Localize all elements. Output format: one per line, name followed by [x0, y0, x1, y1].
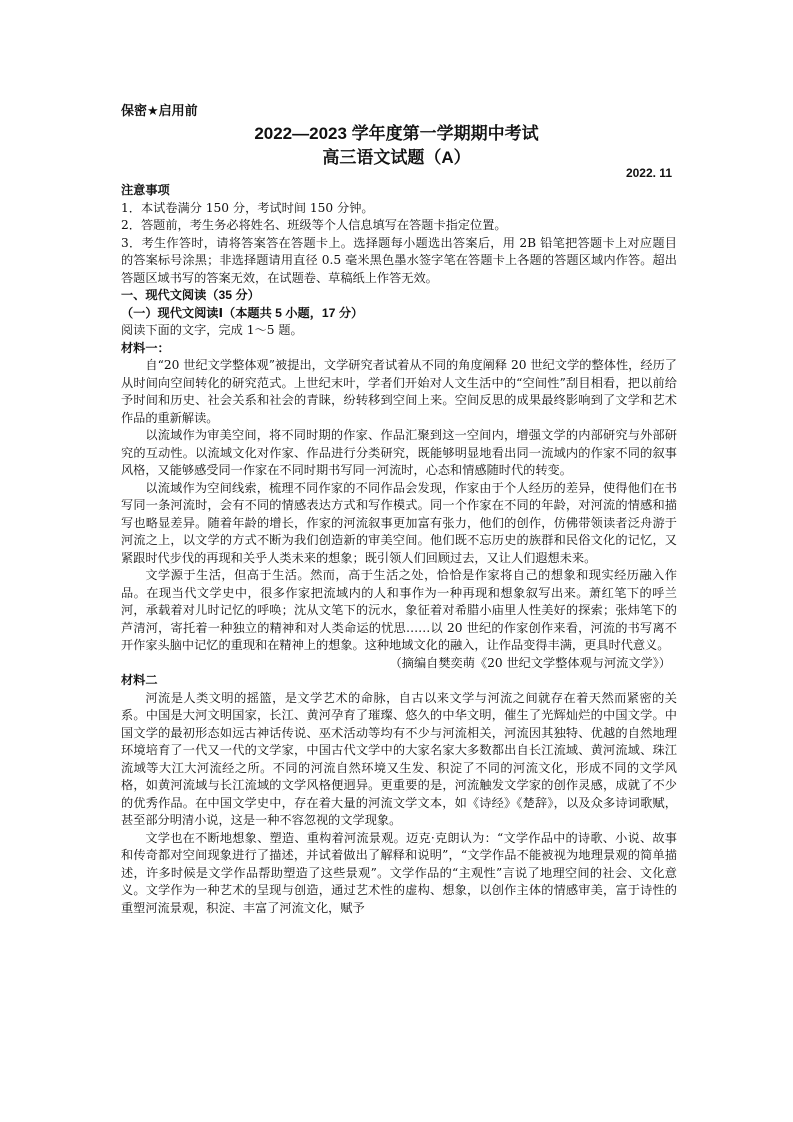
- section-heading: 一、现代文阅读（35 分）: [121, 288, 260, 302]
- material1-paragraph: 以流域作为审美空间，将不同时期的作家、作品汇聚到这一空间内，增强文学的内部研究与外部研究的互动性。以流域文化对作家、作品进行分类研究，既能够明显地看出同一流域内的作家不同的叙事风格，又能够感受同一作家在不同时期书写同一河流时，心态和情感随时代的转变。: [121, 428, 677, 477]
- material2-label: 材料二: [121, 673, 158, 687]
- material1-paragraph: 自“20 世纪文学整体观”被提出，文学研究者试着从不同的角度阐释 20 世纪文学的整体性，经历了从时间向空间转化的研究范式。上世纪末叶，学者们开始对人文生活中的“空间性”刮目相看，把以前给予时间和历史、社会关系和社会的青睐，纷转移到空间上来。空间反思的成果最终影响到了文学和艺术作品的重新解读。: [121, 358, 677, 425]
- material1-label: 材料一：: [121, 340, 170, 355]
- exam-date: 2022. 11: [625, 166, 672, 180]
- material2-paragraph: 文学也在不断地想象、塑造、重构着河流景观。迈克·克朗认为：“文学作品中的诗歌、小说、故事和传奇都对空间现象进行了描述，并试着做出了解释和说明”，“文学作品不能被视为地理景观的简单描述，许多时候是文学作品帮助塑造了这些景观”。文学作品的“主观性”言说了地理空间的社会、文化意义。文学作为一种艺术的呈现与创造，通过艺术性的虚构、想象，以创作主体的情感审美，富于诗性的重塑河流景观，积淀、丰富了河流文化，赋予: [121, 830, 677, 915]
- notice-item: 1．本试卷满分 150 分，考试时间 150 分钟。: [121, 200, 374, 215]
- notice-item: 2．答题前，考生务必将姓名、班级等个人信息填写在答题卡指定位置。: [121, 218, 507, 232]
- sub-section-heading: （一）现代文阅读Ⅰ（本题共 5 小题，17 分）: [121, 305, 364, 320]
- notice-item: 3．考生作答时，请将答案答在答题卡上。选择题每小题选出答案后，用 2B 铅笔把答题卡上对应题目的答案标号涂黑；非选择题请用直径 0.5 毫米黑色墨水签字笔在答题卡上各题的答题区域内作答。超出答题区域书写的答案无效，在试题卷、草稿纸上作答无效。: [121, 235, 677, 285]
- reading-instruction: 阅读下面的文字，完成 1～5 题。: [121, 323, 303, 337]
- exam-content: [121, 182, 677, 917]
- notice-heading: 注意事项: [121, 183, 170, 197]
- notice-section: [121, 182, 677, 287]
- material1-source: （摘编自樊奕萌《20 世纪文学整体观与河流文学》）: [389, 655, 671, 670]
- exam-title: 2022—2023 学年度第一学期期中考试: [254, 124, 539, 143]
- confidential-mark: 保密★启用前: [121, 103, 198, 118]
- material1-paragraph: 以流域作为空间线索，梳理不同作家的不同作品会发现，作家由于个人经历的差异，使得他们在书写同一条河流时，会有不同的情感表达方式和写作模式。同一个作家在不同的年龄，对河流的情感和描写也略显差异。随着年龄的增长，作家的河流叙事更加富有张力，他们的创作，仿佛带领读者泛舟游于河流之上，以文学的方式不断为我们创造新的审美空间。他们既不忘历史的族群和民俗文化的记忆，又紧跟时代步伐的再现和关乎人类未来的想象；既引领人们回顾过去，又让人们遐想未来。: [121, 480, 677, 565]
- exam-subtitle: 高三语文试题（A）: [322, 148, 471, 167]
- material1-paragraph: 文学源于生活，但高于生活。然而，高于生活之处，恰恰是作家将自己的想象和现实经历融入作品。在现当代文学史中，很多作家把流域内的人和事作为一种再现和想象叙写出来。萧红笔下的呼兰河，承载着对儿时记忆的呼唤；沈从文笔下的沅水，象征着对希腊小庙里人性美好的探索；张炜笔下的芦清河，寄托着一种独立的精神和对人类命运的忧思……以 20 世纪的作家创作来看，河流的书写离不开作家头脑中记忆的重现和在精神上的想象。这种地域文化的融入，让作品变得丰满，更具时代意义。: [121, 568, 677, 652]
- material2-paragraph: 河流是人类文明的摇篮，是文学艺术的命脉，自古以来文学与河流之间就存在着天然而紧密的关系。中国是大河文明国家，长江、黄河孕育了璀璨、悠久的中华文明，催生了光辉灿烂的中国文学。中国文学的最初形态如远古神话传说、巫术活动等均有不少与河流相关，河流因其独特、优越的自然地理环境培育了一代又一代的文学家，中国古代文学中的大家名家大多数都出自长江流域、黄河流域、珠江流域等大江大河流经之所。不同的河流自然环境又生发、积淀了不同的河流文化，形成不同的文学风格，如黄河流域与长江流域的文学风格便迥异。更重要的是，河流触发文学家的创作灵感，成就了不少的优秀作品。在中国文学史中，存在着大量的河流文学文本，如《诗经》《楚辞》，以及众多诗词歌赋，甚至部分明清小说，这是一种不容忽视的文学现象。: [121, 690, 677, 827]
